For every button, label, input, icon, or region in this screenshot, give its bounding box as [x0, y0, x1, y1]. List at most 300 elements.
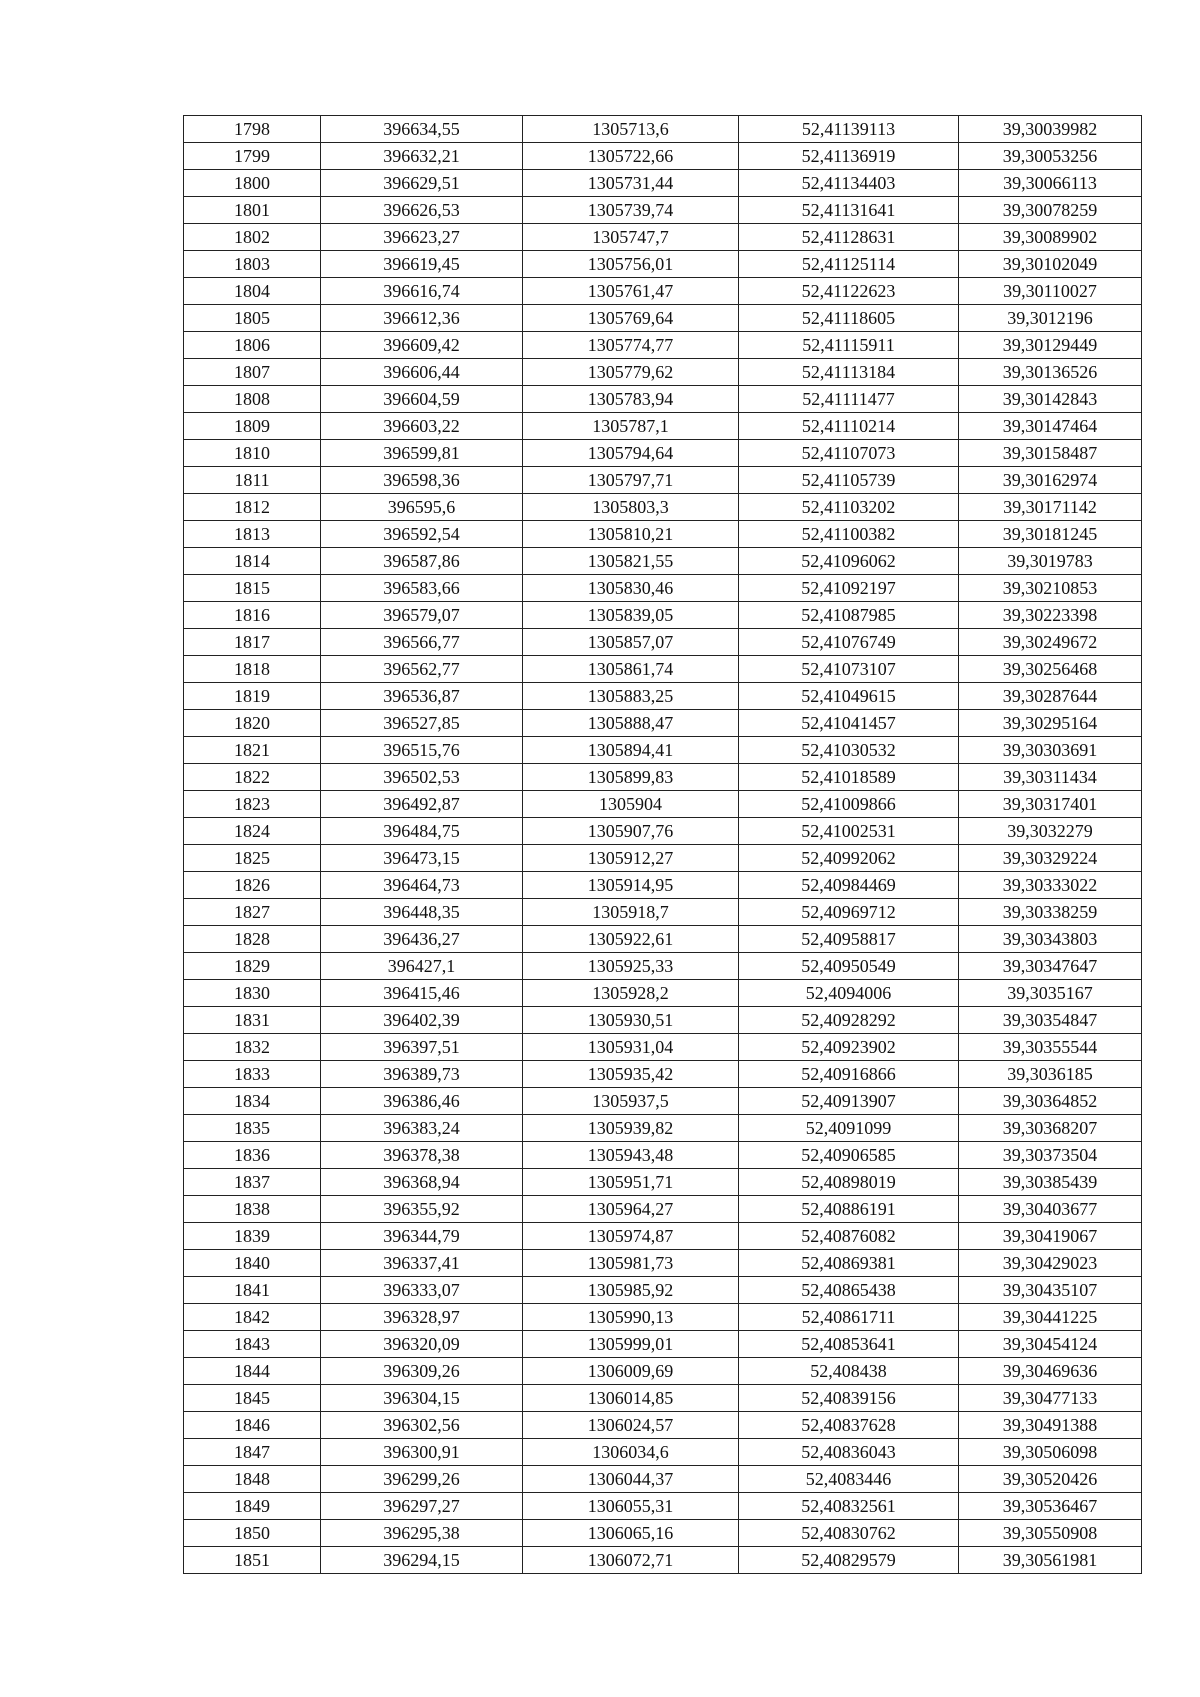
- point-number-cell: 1815: [184, 575, 321, 602]
- x-coordinate-cell: 396484,75: [321, 818, 523, 845]
- y-coordinate-cell: 1305928,2: [523, 980, 739, 1007]
- latitude-cell: 52,41073107: [739, 656, 959, 683]
- x-coordinate-cell: 396427,1: [321, 953, 523, 980]
- point-number-cell: 1847: [184, 1439, 321, 1466]
- y-coordinate-cell: 1305907,76: [523, 818, 739, 845]
- longitude-cell: 39,30317401: [959, 791, 1142, 818]
- latitude-cell: 52,41139113: [739, 116, 959, 143]
- longitude-cell: 39,30435107: [959, 1277, 1142, 1304]
- latitude-cell: 52,40992062: [739, 845, 959, 872]
- y-coordinate-cell: 1305904: [523, 791, 739, 818]
- longitude-cell: 39,30053256: [959, 143, 1142, 170]
- y-coordinate-cell: 1305930,51: [523, 1007, 739, 1034]
- point-number-cell: 1851: [184, 1547, 321, 1574]
- table-row: [184, 737, 1142, 764]
- point-number-cell: 1834: [184, 1088, 321, 1115]
- point-number-cell: 1840: [184, 1250, 321, 1277]
- y-coordinate-cell: 1305912,27: [523, 845, 739, 872]
- longitude-cell: 39,30181245: [959, 521, 1142, 548]
- longitude-cell: 39,30536467: [959, 1493, 1142, 1520]
- y-coordinate-cell: 1305939,82: [523, 1115, 739, 1142]
- longitude-cell: 39,30329224: [959, 845, 1142, 872]
- x-coordinate-cell: 396344,79: [321, 1223, 523, 1250]
- y-coordinate-cell: 1305981,73: [523, 1250, 739, 1277]
- table-row: [184, 1358, 1142, 1385]
- x-coordinate-cell: 396320,09: [321, 1331, 523, 1358]
- table-row: [184, 791, 1142, 818]
- point-number-cell: 1833: [184, 1061, 321, 1088]
- table-row: [184, 116, 1142, 143]
- x-coordinate-cell: 396294,15: [321, 1547, 523, 1574]
- point-number-cell: 1828: [184, 926, 321, 953]
- y-coordinate-cell: 1305861,74: [523, 656, 739, 683]
- latitude-cell: 52,41103202: [739, 494, 959, 521]
- latitude-cell: 52,41125114: [739, 251, 959, 278]
- longitude-cell: 39,30333022: [959, 872, 1142, 899]
- x-coordinate-cell: 396562,77: [321, 656, 523, 683]
- longitude-cell: 39,30136526: [959, 359, 1142, 386]
- latitude-cell: 52,41113184: [739, 359, 959, 386]
- table-row: [184, 1169, 1142, 1196]
- point-number-cell: 1813: [184, 521, 321, 548]
- longitude-cell: 39,30210853: [959, 575, 1142, 602]
- point-number-cell: 1836: [184, 1142, 321, 1169]
- y-coordinate-cell: 1305899,83: [523, 764, 739, 791]
- point-number-cell: 1798: [184, 116, 321, 143]
- latitude-cell: 52,408438: [739, 1358, 959, 1385]
- x-coordinate-cell: 396397,51: [321, 1034, 523, 1061]
- latitude-cell: 52,40865438: [739, 1277, 959, 1304]
- x-coordinate-cell: 396402,39: [321, 1007, 523, 1034]
- point-number-cell: 1812: [184, 494, 321, 521]
- longitude-cell: 39,30102049: [959, 251, 1142, 278]
- y-coordinate-cell: 1305990,13: [523, 1304, 739, 1331]
- latitude-cell: 52,40958817: [739, 926, 959, 953]
- latitude-cell: 52,40861711: [739, 1304, 959, 1331]
- latitude-cell: 52,40886191: [739, 1196, 959, 1223]
- latitude-cell: 52,41087985: [739, 602, 959, 629]
- table-row: [184, 1304, 1142, 1331]
- point-number-cell: 1808: [184, 386, 321, 413]
- longitude-cell: 39,30142843: [959, 386, 1142, 413]
- x-coordinate-cell: 396389,73: [321, 1061, 523, 1088]
- table-row: [184, 170, 1142, 197]
- table-row: [184, 521, 1142, 548]
- y-coordinate-cell: 1305974,87: [523, 1223, 739, 1250]
- y-coordinate-cell: 1306055,31: [523, 1493, 739, 1520]
- longitude-cell: 39,30171142: [959, 494, 1142, 521]
- point-number-cell: 1826: [184, 872, 321, 899]
- table-row: [184, 1115, 1142, 1142]
- x-coordinate-cell: 396527,85: [321, 710, 523, 737]
- latitude-cell: 52,41092197: [739, 575, 959, 602]
- latitude-cell: 52,40906585: [739, 1142, 959, 1169]
- y-coordinate-cell: 1306034,6: [523, 1439, 739, 1466]
- x-coordinate-cell: 396566,77: [321, 629, 523, 656]
- point-number-cell: 1829: [184, 953, 321, 980]
- y-coordinate-cell: 1305925,33: [523, 953, 739, 980]
- longitude-cell: 39,30089902: [959, 224, 1142, 251]
- table-row: [184, 629, 1142, 656]
- point-number-cell: 1832: [184, 1034, 321, 1061]
- y-coordinate-cell: 1305787,1: [523, 413, 739, 440]
- latitude-cell: 52,40836043: [739, 1439, 959, 1466]
- y-coordinate-cell: 1305894,41: [523, 737, 739, 764]
- table-row: [184, 413, 1142, 440]
- point-number-cell: 1849: [184, 1493, 321, 1520]
- latitude-cell: 52,40839156: [739, 1385, 959, 1412]
- y-coordinate-cell: 1305839,05: [523, 602, 739, 629]
- y-coordinate-cell: 1305797,71: [523, 467, 739, 494]
- x-coordinate-cell: 396464,73: [321, 872, 523, 899]
- longitude-cell: 39,30520426: [959, 1466, 1142, 1493]
- table-row: [184, 143, 1142, 170]
- x-coordinate-cell: 396378,38: [321, 1142, 523, 1169]
- x-coordinate-cell: 396599,81: [321, 440, 523, 467]
- longitude-cell: 39,30403677: [959, 1196, 1142, 1223]
- x-coordinate-cell: 396295,38: [321, 1520, 523, 1547]
- point-number-cell: 1809: [184, 413, 321, 440]
- y-coordinate-cell: 1305821,55: [523, 548, 739, 575]
- point-number-cell: 1805: [184, 305, 321, 332]
- longitude-cell: 39,3019783: [959, 548, 1142, 575]
- table-row: [184, 926, 1142, 953]
- x-coordinate-cell: 396415,46: [321, 980, 523, 1007]
- y-coordinate-cell: 1305774,77: [523, 332, 739, 359]
- table-row: [184, 359, 1142, 386]
- table-row: [184, 1520, 1142, 1547]
- y-coordinate-cell: 1305739,74: [523, 197, 739, 224]
- x-coordinate-cell: 396302,56: [321, 1412, 523, 1439]
- x-coordinate-cell: 396386,46: [321, 1088, 523, 1115]
- y-coordinate-cell: 1305747,7: [523, 224, 739, 251]
- y-coordinate-cell: 1305794,64: [523, 440, 739, 467]
- point-number-cell: 1831: [184, 1007, 321, 1034]
- y-coordinate-cell: 1305914,95: [523, 872, 739, 899]
- point-number-cell: 1799: [184, 143, 321, 170]
- table-row: [184, 305, 1142, 332]
- longitude-cell: 39,30256468: [959, 656, 1142, 683]
- latitude-cell: 52,41041457: [739, 710, 959, 737]
- latitude-cell: 52,41107073: [739, 440, 959, 467]
- point-number-cell: 1839: [184, 1223, 321, 1250]
- y-coordinate-cell: 1305756,01: [523, 251, 739, 278]
- latitude-cell: 52,40876082: [739, 1223, 959, 1250]
- point-number-cell: 1842: [184, 1304, 321, 1331]
- latitude-cell: 52,41111477: [739, 386, 959, 413]
- x-coordinate-cell: 396383,24: [321, 1115, 523, 1142]
- latitude-cell: 52,40898019: [739, 1169, 959, 1196]
- x-coordinate-cell: 396592,54: [321, 521, 523, 548]
- latitude-cell: 52,41131641: [739, 197, 959, 224]
- y-coordinate-cell: 1305918,7: [523, 899, 739, 926]
- point-number-cell: 1837: [184, 1169, 321, 1196]
- longitude-cell: 39,30287644: [959, 683, 1142, 710]
- longitude-cell: 39,30338259: [959, 899, 1142, 926]
- x-coordinate-cell: 396502,53: [321, 764, 523, 791]
- latitude-cell: 52,40923902: [739, 1034, 959, 1061]
- latitude-cell: 52,40928292: [739, 1007, 959, 1034]
- point-number-cell: 1817: [184, 629, 321, 656]
- point-number-cell: 1841: [184, 1277, 321, 1304]
- table-row: [184, 440, 1142, 467]
- y-coordinate-cell: 1305810,21: [523, 521, 739, 548]
- latitude-cell: 52,40829579: [739, 1547, 959, 1574]
- x-coordinate-cell: 396304,15: [321, 1385, 523, 1412]
- point-number-cell: 1814: [184, 548, 321, 575]
- latitude-cell: 52,40830762: [739, 1520, 959, 1547]
- longitude-cell: 39,30303691: [959, 737, 1142, 764]
- table-row: [184, 278, 1142, 305]
- table-row: [184, 1007, 1142, 1034]
- longitude-cell: 39,30355544: [959, 1034, 1142, 1061]
- x-coordinate-cell: 396448,35: [321, 899, 523, 926]
- x-coordinate-cell: 396299,26: [321, 1466, 523, 1493]
- x-coordinate-cell: 396587,86: [321, 548, 523, 575]
- y-coordinate-cell: 1306072,71: [523, 1547, 739, 1574]
- table-row: [184, 1385, 1142, 1412]
- y-coordinate-cell: 1305769,64: [523, 305, 739, 332]
- latitude-cell: 52,41118605: [739, 305, 959, 332]
- y-coordinate-cell: 1305888,47: [523, 710, 739, 737]
- x-coordinate-cell: 396337,41: [321, 1250, 523, 1277]
- table-row: [184, 953, 1142, 980]
- y-coordinate-cell: 1305761,47: [523, 278, 739, 305]
- longitude-cell: 39,3012196: [959, 305, 1142, 332]
- table-row: [184, 494, 1142, 521]
- longitude-cell: 39,3032279: [959, 818, 1142, 845]
- table-row: [184, 656, 1142, 683]
- latitude-cell: 52,41110214: [739, 413, 959, 440]
- x-coordinate-cell: 396603,22: [321, 413, 523, 440]
- table-row: [184, 467, 1142, 494]
- y-coordinate-cell: 1305713,6: [523, 116, 739, 143]
- x-coordinate-cell: 396612,36: [321, 305, 523, 332]
- longitude-cell: 39,30550908: [959, 1520, 1142, 1547]
- table-row: [184, 710, 1142, 737]
- point-number-cell: 1818: [184, 656, 321, 683]
- table-row: [184, 683, 1142, 710]
- longitude-cell: 39,30249672: [959, 629, 1142, 656]
- table-row: [184, 899, 1142, 926]
- x-coordinate-cell: 396436,27: [321, 926, 523, 953]
- y-coordinate-cell: 1306014,85: [523, 1385, 739, 1412]
- x-coordinate-cell: 396606,44: [321, 359, 523, 386]
- latitude-cell: 52,41076749: [739, 629, 959, 656]
- latitude-cell: 52,41018589: [739, 764, 959, 791]
- x-coordinate-cell: 396626,53: [321, 197, 523, 224]
- longitude-cell: 39,30364852: [959, 1088, 1142, 1115]
- x-coordinate-cell: 396609,42: [321, 332, 523, 359]
- latitude-cell: 52,4083446: [739, 1466, 959, 1493]
- point-number-cell: 1807: [184, 359, 321, 386]
- x-coordinate-cell: 396328,97: [321, 1304, 523, 1331]
- point-number-cell: 1821: [184, 737, 321, 764]
- y-coordinate-cell: 1305943,48: [523, 1142, 739, 1169]
- table-row: [184, 1250, 1142, 1277]
- table-row: [184, 197, 1142, 224]
- table-row: [184, 1277, 1142, 1304]
- point-number-cell: 1843: [184, 1331, 321, 1358]
- y-coordinate-cell: 1305783,94: [523, 386, 739, 413]
- point-number-cell: 1845: [184, 1385, 321, 1412]
- point-number-cell: 1824: [184, 818, 321, 845]
- longitude-cell: 39,30454124: [959, 1331, 1142, 1358]
- table-row: [184, 575, 1142, 602]
- table-row: [184, 1196, 1142, 1223]
- latitude-cell: 52,40950549: [739, 953, 959, 980]
- table-row: [184, 1061, 1142, 1088]
- point-number-cell: 1838: [184, 1196, 321, 1223]
- table-row: [184, 386, 1142, 413]
- table-row: [184, 818, 1142, 845]
- x-coordinate-cell: 396619,45: [321, 251, 523, 278]
- y-coordinate-cell: 1305964,27: [523, 1196, 739, 1223]
- longitude-cell: 39,30295164: [959, 710, 1142, 737]
- x-coordinate-cell: 396536,87: [321, 683, 523, 710]
- longitude-cell: 39,30223398: [959, 602, 1142, 629]
- x-coordinate-cell: 396300,91: [321, 1439, 523, 1466]
- longitude-cell: 39,30441225: [959, 1304, 1142, 1331]
- longitude-cell: 39,30039982: [959, 116, 1142, 143]
- x-coordinate-cell: 396473,15: [321, 845, 523, 872]
- x-coordinate-cell: 396632,21: [321, 143, 523, 170]
- y-coordinate-cell: 1305999,01: [523, 1331, 739, 1358]
- x-coordinate-cell: 396616,74: [321, 278, 523, 305]
- table-row: [184, 1412, 1142, 1439]
- table-row: [184, 980, 1142, 1007]
- longitude-cell: 39,30129449: [959, 332, 1142, 359]
- y-coordinate-cell: 1306065,16: [523, 1520, 739, 1547]
- table-row: [184, 548, 1142, 575]
- table-row: [184, 1088, 1142, 1115]
- longitude-cell: 39,30066113: [959, 170, 1142, 197]
- x-coordinate-cell: 396368,94: [321, 1169, 523, 1196]
- x-coordinate-cell: 396604,59: [321, 386, 523, 413]
- point-number-cell: 1827: [184, 899, 321, 926]
- y-coordinate-cell: 1305931,04: [523, 1034, 739, 1061]
- x-coordinate-cell: 396634,55: [321, 116, 523, 143]
- point-number-cell: 1801: [184, 197, 321, 224]
- point-number-cell: 1835: [184, 1115, 321, 1142]
- latitude-cell: 52,40969712: [739, 899, 959, 926]
- latitude-cell: 52,41136919: [739, 143, 959, 170]
- latitude-cell: 52,41049615: [739, 683, 959, 710]
- longitude-cell: 39,30477133: [959, 1385, 1142, 1412]
- longitude-cell: 39,30347647: [959, 953, 1142, 980]
- table-row: [184, 1223, 1142, 1250]
- longitude-cell: 39,30078259: [959, 197, 1142, 224]
- y-coordinate-cell: 1305951,71: [523, 1169, 739, 1196]
- table-row: [184, 1547, 1142, 1574]
- latitude-cell: 52,40853641: [739, 1331, 959, 1358]
- point-number-cell: 1810: [184, 440, 321, 467]
- x-coordinate-cell: 396629,51: [321, 170, 523, 197]
- longitude-cell: 39,30354847: [959, 1007, 1142, 1034]
- latitude-cell: 52,40837628: [739, 1412, 959, 1439]
- table-row: [184, 1493, 1142, 1520]
- point-number-cell: 1800: [184, 170, 321, 197]
- y-coordinate-cell: 1306044,37: [523, 1466, 739, 1493]
- table-row: [184, 1331, 1142, 1358]
- coordinates-table: [183, 115, 1142, 1574]
- latitude-cell: 52,41009866: [739, 791, 959, 818]
- longitude-cell: 39,30311434: [959, 764, 1142, 791]
- y-coordinate-cell: 1305830,46: [523, 575, 739, 602]
- x-coordinate-cell: 396333,07: [321, 1277, 523, 1304]
- point-number-cell: 1844: [184, 1358, 321, 1385]
- latitude-cell: 52,41105739: [739, 467, 959, 494]
- y-coordinate-cell: 1305985,92: [523, 1277, 739, 1304]
- y-coordinate-cell: 1306024,57: [523, 1412, 739, 1439]
- latitude-cell: 52,4091099: [739, 1115, 959, 1142]
- longitude-cell: 39,30368207: [959, 1115, 1142, 1142]
- x-coordinate-cell: 396579,07: [321, 602, 523, 629]
- longitude-cell: 39,30506098: [959, 1439, 1142, 1466]
- point-number-cell: 1806: [184, 332, 321, 359]
- x-coordinate-cell: 396515,76: [321, 737, 523, 764]
- latitude-cell: 52,41128631: [739, 224, 959, 251]
- longitude-cell: 39,30147464: [959, 413, 1142, 440]
- latitude-cell: 52,41100382: [739, 521, 959, 548]
- x-coordinate-cell: 396598,36: [321, 467, 523, 494]
- point-number-cell: 1825: [184, 845, 321, 872]
- point-number-cell: 1830: [184, 980, 321, 1007]
- longitude-cell: 39,30373504: [959, 1142, 1142, 1169]
- longitude-cell: 39,3035167: [959, 980, 1142, 1007]
- table-row: [184, 251, 1142, 278]
- y-coordinate-cell: 1305935,42: [523, 1061, 739, 1088]
- latitude-cell: 52,40913907: [739, 1088, 959, 1115]
- x-coordinate-cell: 396355,92: [321, 1196, 523, 1223]
- latitude-cell: 52,40869381: [739, 1250, 959, 1277]
- point-number-cell: 1850: [184, 1520, 321, 1547]
- x-coordinate-cell: 396583,66: [321, 575, 523, 602]
- table-row: [184, 1439, 1142, 1466]
- x-coordinate-cell: 396309,26: [321, 1358, 523, 1385]
- table-row: [184, 1034, 1142, 1061]
- table-row: [184, 845, 1142, 872]
- longitude-cell: 39,3036185: [959, 1061, 1142, 1088]
- longitude-cell: 39,30385439: [959, 1169, 1142, 1196]
- y-coordinate-cell: 1305857,07: [523, 629, 739, 656]
- latitude-cell: 52,4094006: [739, 980, 959, 1007]
- table-row: [184, 872, 1142, 899]
- y-coordinate-cell: 1305883,25: [523, 683, 739, 710]
- table-row: [184, 1466, 1142, 1493]
- point-number-cell: 1802: [184, 224, 321, 251]
- y-coordinate-cell: 1305937,5: [523, 1088, 739, 1115]
- table-row: [184, 602, 1142, 629]
- longitude-cell: 39,30158487: [959, 440, 1142, 467]
- point-number-cell: 1803: [184, 251, 321, 278]
- longitude-cell: 39,30429023: [959, 1250, 1142, 1277]
- latitude-cell: 52,41096062: [739, 548, 959, 575]
- point-number-cell: 1811: [184, 467, 321, 494]
- table-row: [184, 764, 1142, 791]
- latitude-cell: 52,41002531: [739, 818, 959, 845]
- x-coordinate-cell: 396595,6: [321, 494, 523, 521]
- point-number-cell: 1822: [184, 764, 321, 791]
- y-coordinate-cell: 1305779,62: [523, 359, 739, 386]
- longitude-cell: 39,30491388: [959, 1412, 1142, 1439]
- y-coordinate-cell: 1305922,61: [523, 926, 739, 953]
- longitude-cell: 39,30162974: [959, 467, 1142, 494]
- longitude-cell: 39,30561981: [959, 1547, 1142, 1574]
- latitude-cell: 52,40916866: [739, 1061, 959, 1088]
- latitude-cell: 52,41134403: [739, 170, 959, 197]
- table-row: [184, 1142, 1142, 1169]
